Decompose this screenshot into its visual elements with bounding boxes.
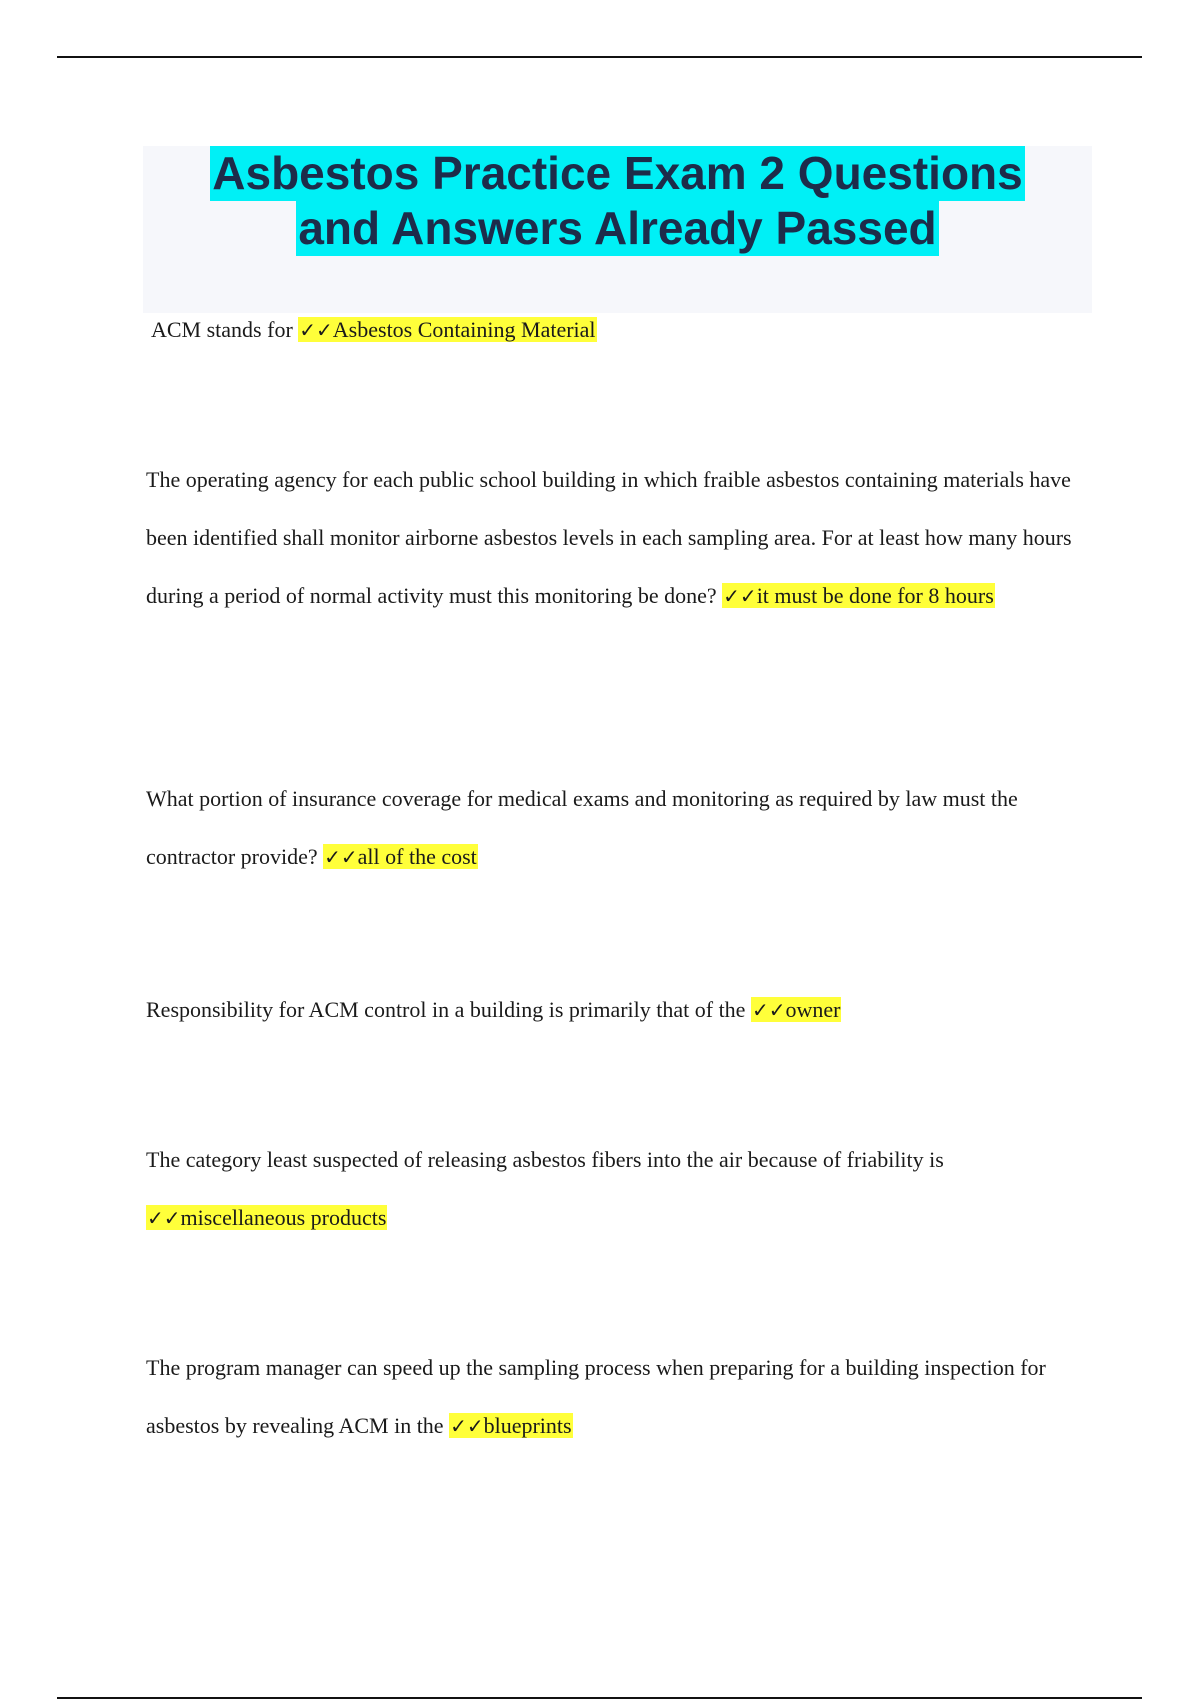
question-text: ACM stands for: [151, 317, 299, 342]
qa-item-6: [146, 1339, 1086, 1455]
answer-text: Asbestos Containing Material: [332, 317, 596, 342]
answer-text: blueprints: [483, 1413, 572, 1438]
qa-item-3: [146, 770, 1086, 886]
answer-highlight: [146, 1205, 387, 1230]
answer-highlight: [323, 844, 478, 869]
double-check-icon: ✓✓: [723, 584, 757, 608]
qa-item-1: [151, 301, 1091, 359]
double-check-icon: ✓✓: [299, 318, 333, 342]
title-block: [143, 146, 1092, 313]
top-rule: [57, 56, 1142, 58]
answer-highlight: [751, 997, 842, 1022]
qa-item-2: [146, 451, 1086, 625]
question-text: The category least suspected of releasing asbestos fibers into the air because of friability is: [146, 1147, 944, 1172]
question-text: The operating agency for each public school building in which fraible asbestos containing materials have been identified shall monitor airborne asbestos levels in each sampling area. For at least how many hours during a period of normal activity must this monitoring be done?: [146, 467, 1072, 608]
answer-text: all of the cost: [357, 844, 477, 869]
answer-highlight: [722, 583, 995, 608]
question-text: What portion of insurance coverage for medical exams and monitoring as required by law must the contractor provide?: [146, 786, 1018, 869]
qa-item-4: [146, 981, 1086, 1039]
page-title-line-1: Asbestos Practice Exam 2 Questions: [212, 147, 1023, 199]
double-check-icon: ✓✓: [324, 845, 358, 869]
answer-highlight: [298, 317, 596, 342]
answer-text: owner: [785, 997, 841, 1022]
qa-item-5: [146, 1131, 1086, 1247]
double-check-icon: ✓✓: [751, 998, 786, 1022]
answer-text: miscellaneous products: [180, 1205, 387, 1230]
double-check-icon: ✓✓: [450, 1414, 484, 1438]
bottom-rule: [57, 1697, 1142, 1699]
answer-highlight: [449, 1413, 573, 1438]
answer-text: it must be done for 8 hours: [756, 583, 994, 608]
question-text: Responsibility for ACM control in a building is primarily that of the: [146, 997, 751, 1022]
question-text: The program manager can speed up the sampling process when preparing for a building inspection for asbestos by revealing ACM in the: [146, 1355, 1046, 1438]
page-title-line-2: and Answers Already Passed: [298, 202, 937, 254]
double-check-icon: ✓✓: [147, 1206, 181, 1230]
